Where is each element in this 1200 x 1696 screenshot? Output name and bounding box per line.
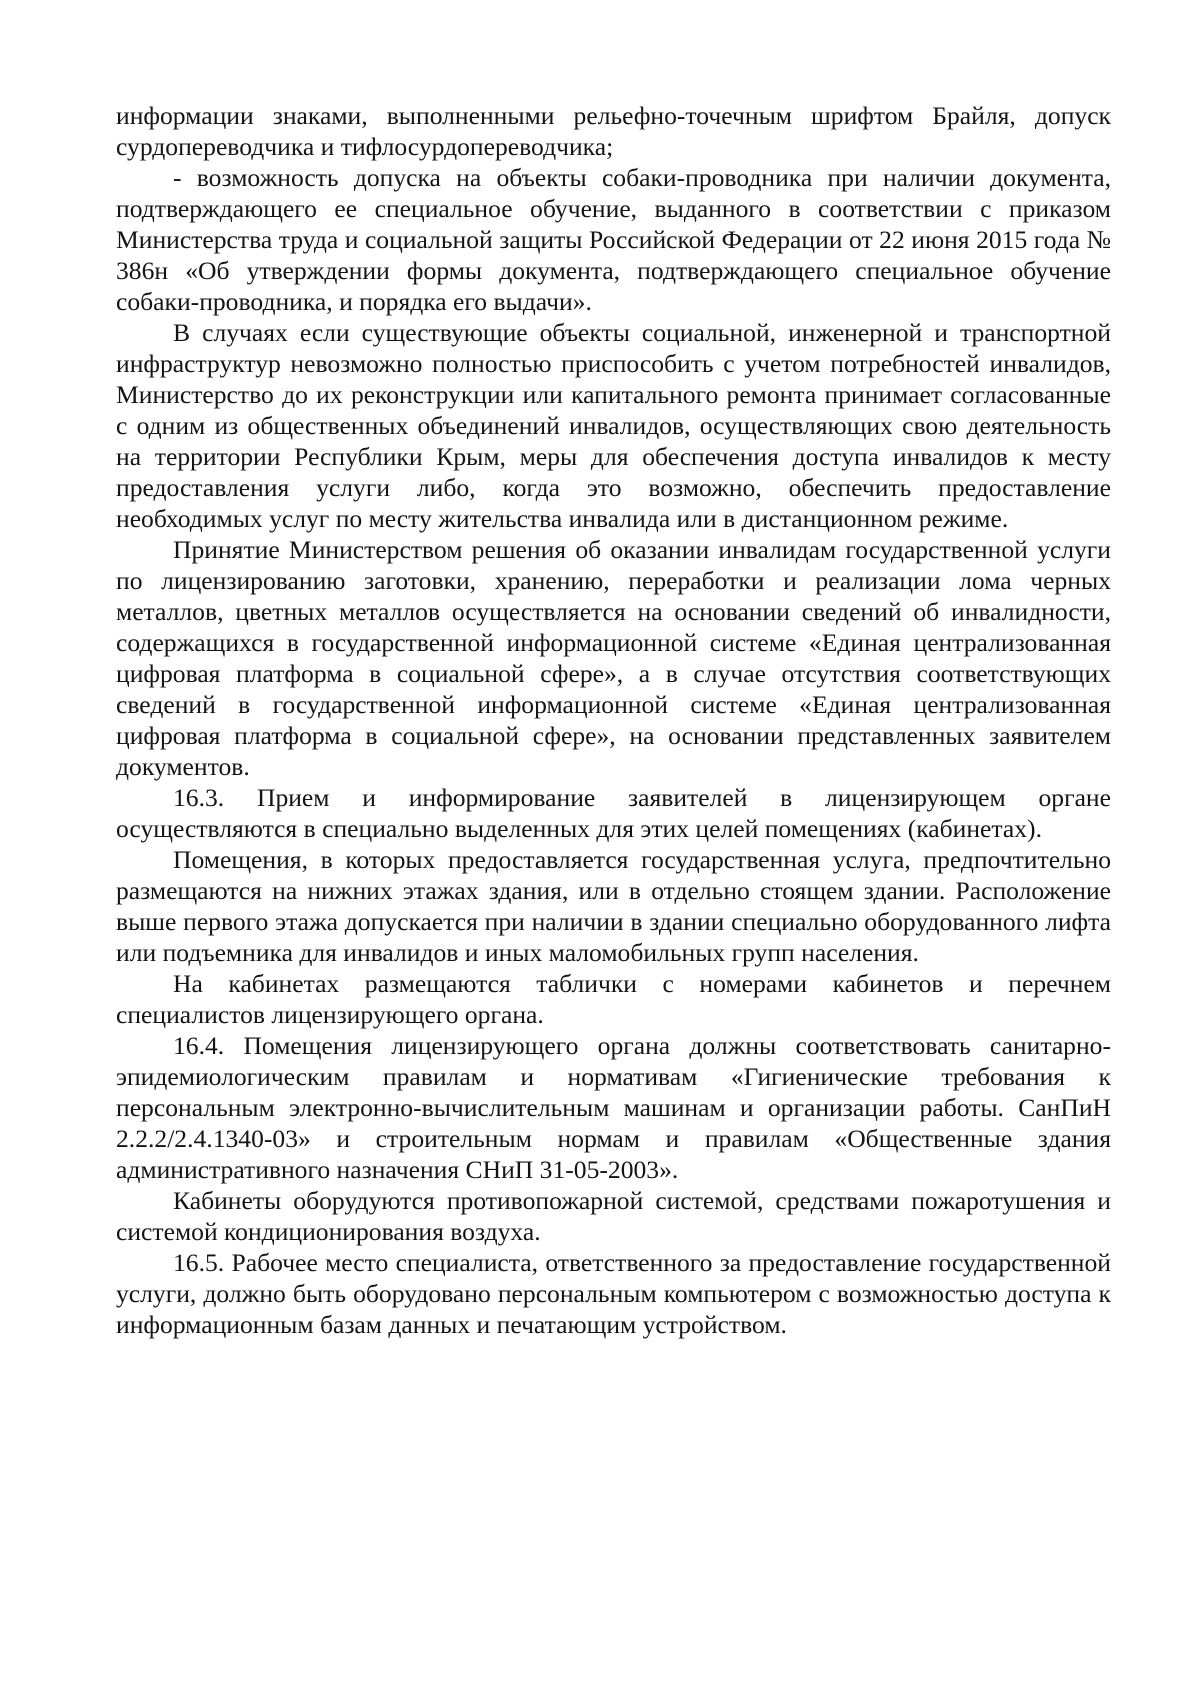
paragraph-section-16-5: 16.5. Рабочее место специалиста, ответственного за предоставление государственной услуги, должно быть оборудовано персональным компьютером с возможностью доступа к информационным базам данных и печатающим устройством. — [116, 1248, 1111, 1339]
paragraph-section-16-3: 16.3. Прием и информирование заявителей в лицензирующем органе осуществляются в специально выделенных для этих целей помещениях (кабинетах). — [116, 783, 1111, 843]
paragraph-disability-decision: Принятие Министерством решения об оказании инвалидам государственной услуги по лицензированию заготовки, хранению, переработки и реализации лома черных металлов, цветных металлов осуществляется на основании сведений об инвалидности, содержащихся в государственной информационной системе «Единая централизованная цифровая платформа в социальной сфере», а в случае отсутствия соответствующих сведений в государственной информационной системе «Единая централизованная цифровая платформа в социальной сфере», на основании представленных заявителем документов. — [116, 535, 1111, 781]
document-body — [116, 100, 1111, 1340]
paragraph-braille-info: информации знаками, выполненными рельефно-точечным шрифтом Брайля, допуск сурдопереводчика и тифлосурдопереводчика; — [116, 101, 1111, 161]
paragraph-fire-safety: Кабинеты оборудуются противопожарной системой, средствами пожаротушения и системой кондиционирования воздуха. — [116, 1186, 1111, 1246]
paragraph-section-16-4: 16.4. Помещения лицензирующего органа должны соответствовать санитарно-эпидемиологическим правилам и нормативам «Гигиенические требования к персональным электронно-вычислительным машинам и организации работы. СанПиН 2.2.2/2.4.1340-03» и строительным нормам и правилам «Общественные здания административного назначения СНиП 31-05-2003». — [116, 1031, 1111, 1184]
paragraph-guide-dog: - возможность допуска на объекты собаки-проводника при наличии документа, подтверждающего ее специальное обучение, выданного в соответствии с приказом Министерства труда и социальной защиты Российской Федерации от 22 июня 2015 года № 386н «Об утверждении формы документа, подтверждающего специальное обучение собаки-проводника, и порядка его выдачи». — [116, 163, 1111, 316]
paragraph-premises-location: Помещения, в которых предоставляется государственная услуга, предпочтительно размещаются на нижних этажах здания, или в отдельно стоящем здании. Расположение выше первого этажа допускается при наличии в здании специально оборудованного лифта или подъемника для инвалидов и иных маломобильных групп населения. — [116, 845, 1111, 967]
paragraph-infrastructure: В случаях если существующие объекты социальной, инженерной и транспортной инфраструктур невозможно полностью приспособить с учетом потребностей инвалидов, Министерство до их реконструкции или капитального ремонта принимает согласованные с одним из общественных объединений инвалидов, осуществляющих свою деятельность на территории Республики Крым, меры для обеспечения доступа инвалидов к месту предоставления услуги либо, когда это возможно, обеспечить предоставление необходимых услуг по месту жительства инвалида или в дистанционном режиме. — [116, 318, 1111, 533]
paragraph-office-signs: На кабинетах размещаются таблички с номерами кабинетов и перечнем специалистов лицензирующего органа. — [116, 969, 1111, 1029]
